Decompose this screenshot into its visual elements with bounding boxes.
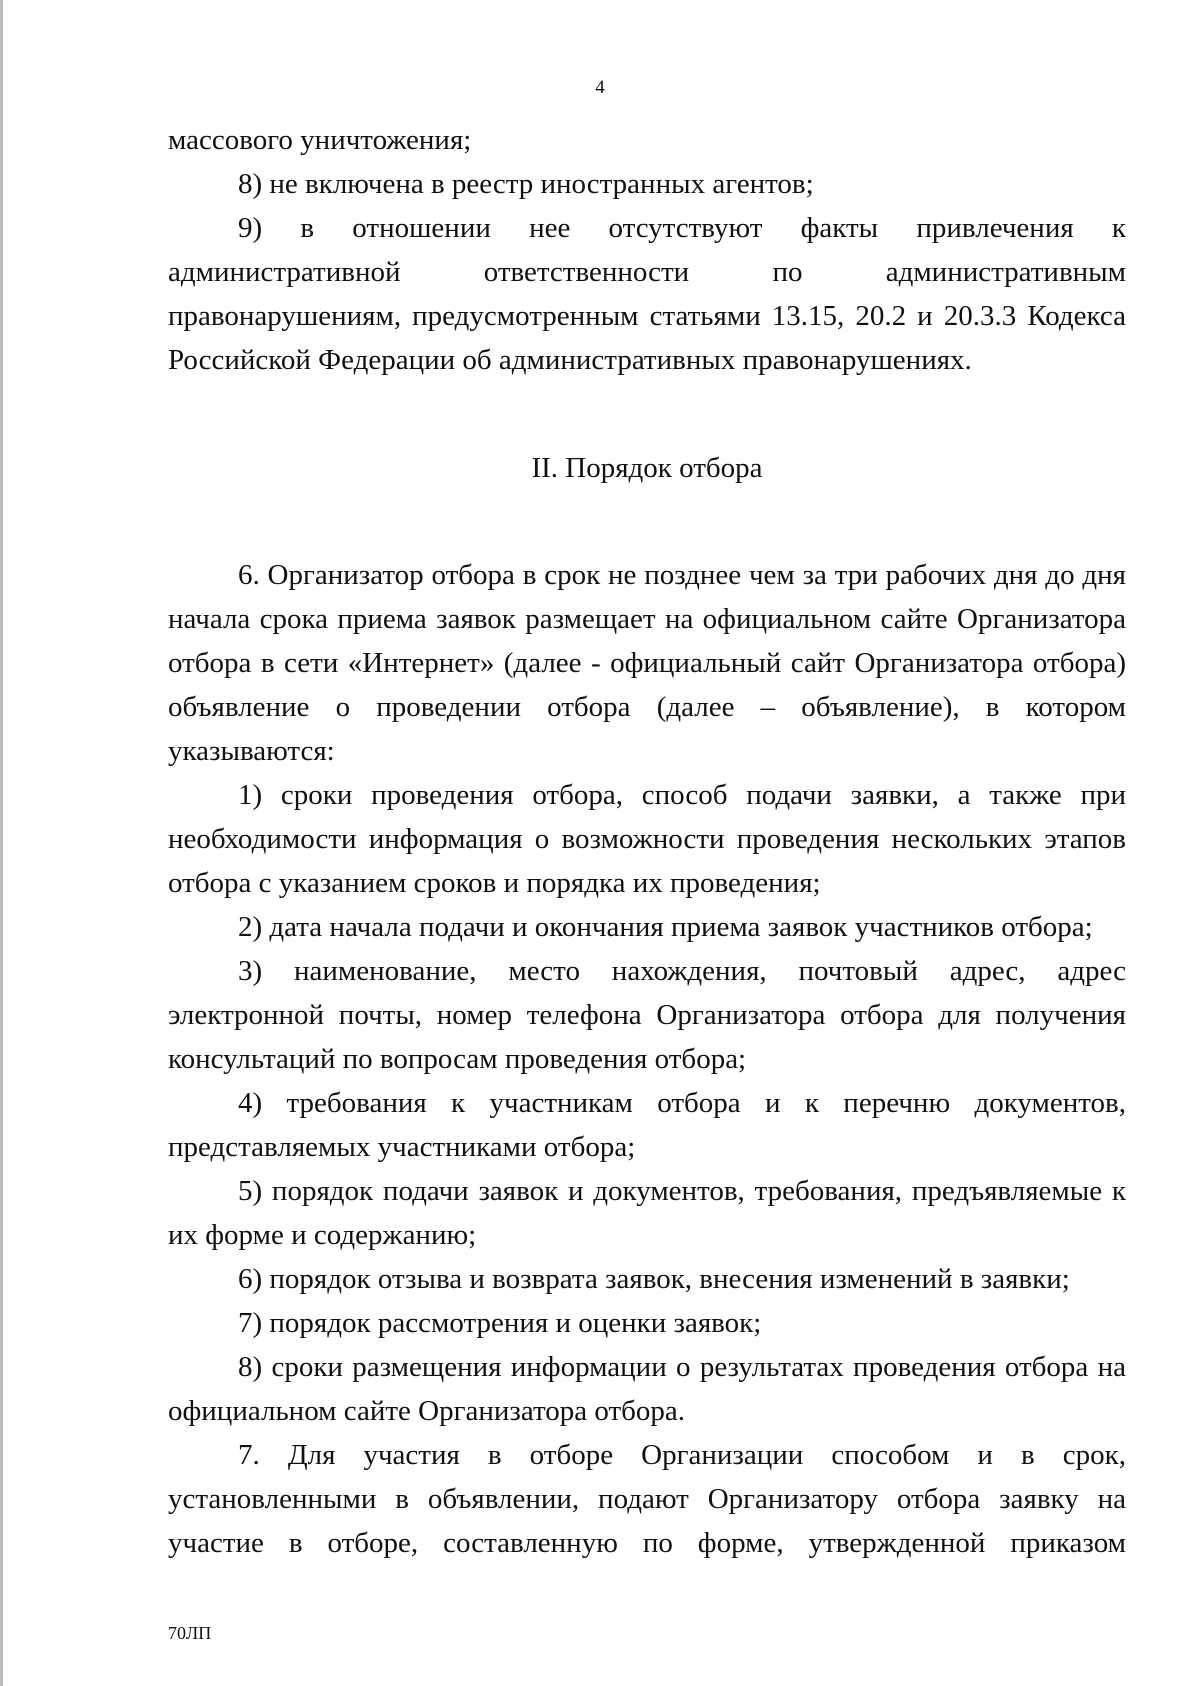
clause-7: 7. Для участия в отборе Организации способом и в срок, установленными в объявлении, подают Организатору отбора заявку на участие в отборе, составленную по форме, утвержденной приказом: [168, 1439, 1126, 1559]
list-item-8: 8) не включена в реестр иностранных агентов;: [238, 168, 814, 200]
clause-6: 6. Организатор отбора в срок не позднее чем за три рабочих дня до дня начала срока приема заявок размещает на официальном сайте Организатора отбора в сети «Интернет» (далее - официальный сайт Организатора отбора) объявление о проведении отбора (далее – объявление), в котором указываются:: [168, 559, 1126, 767]
section-heading: II. Порядок отбора: [531, 452, 763, 484]
clause-6-item-2: 2) дата начала подачи и окончания приема заявок участников отбора;: [238, 911, 1093, 943]
clause-6-item-5: 5) порядок подачи заявок и документов, требования, предъявляемые к их форме и содержанию;: [168, 1175, 1126, 1251]
list-item-9: 9) в отношении нее отсутствуют факты привлечения к административной ответственности по административным правонарушениям, предусмотренным статьями 13.15, 20.2 и 20.3.3 Кодекса Российской Федерации об административных правонарушениях.: [168, 212, 1126, 376]
paragraph-continuation: массового уничтожения;: [168, 124, 472, 156]
clause-6-item-1: 1) сроки проведения отбора, способ подачи заявки, а также при необходимости информация о возможности проведения нескольких этапов отбора с указанием сроков и порядка их проведения;: [168, 779, 1126, 899]
clause-6-item-8: 8) сроки размещения информации о результатах проведения отбора на официальном сайте Организатора отбора.: [168, 1351, 1126, 1427]
scan-edge: [0, 0, 3, 1686]
page-number: 4: [595, 77, 605, 98]
clause-6-item-3: 3) наименование, место нахождения, почтовый адрес, адрес электронной почты, номер телефона Организатора отбора для получения консультаций по вопросам проведения отбора;: [168, 955, 1126, 1075]
clause-6-item-7: 7) порядок рассмотрения и оценки заявок;: [238, 1307, 762, 1339]
clause-6-item-6: 6) порядок отзыва и возврата заявок, внесения изменений в заявки;: [238, 1263, 1070, 1295]
clause-6-item-4: 4) требования к участникам отбора и к перечню документов, представляемых участниками отбора;: [168, 1087, 1126, 1163]
document-body: [168, 118, 1126, 1565]
document-code: 70ЛП: [168, 1623, 212, 1643]
